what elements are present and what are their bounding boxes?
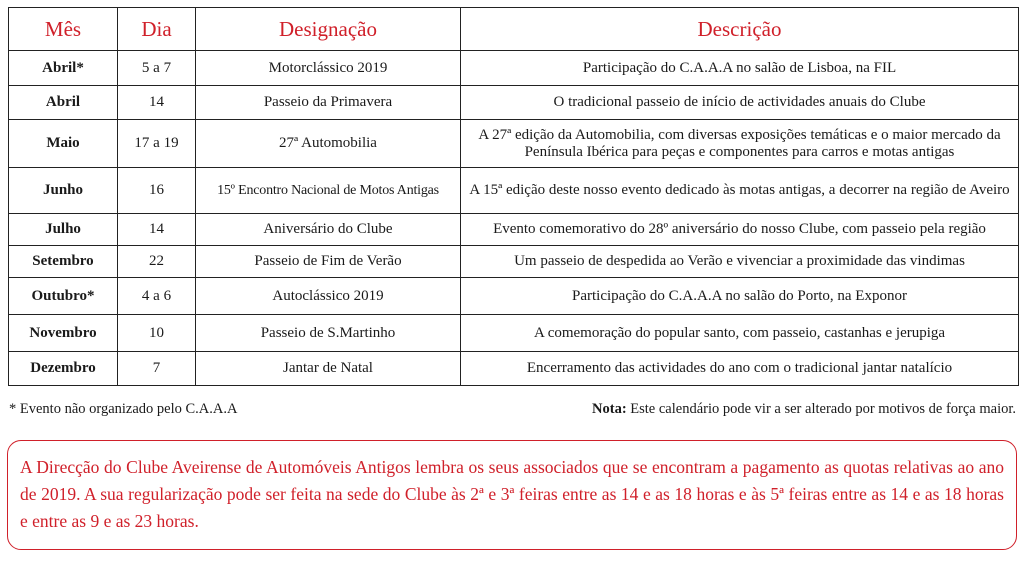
table-row xyxy=(9,51,1019,86)
header-dia: Dia xyxy=(118,8,196,51)
table-header-row xyxy=(9,8,1019,51)
row-designacao: 27ª Automobilia xyxy=(196,120,461,168)
asterisk-mark: * xyxy=(87,287,95,304)
header-descricao: Descrição xyxy=(461,8,1019,51)
row-mes: Setembro xyxy=(9,246,118,278)
table-row xyxy=(9,278,1019,315)
table-row xyxy=(9,86,1019,120)
row-designacao: Jantar de Natal xyxy=(196,352,461,386)
events-calendar-table xyxy=(8,7,1019,386)
row-dia: 17 a 19 xyxy=(118,120,196,168)
row-mes: Outubro* xyxy=(9,278,118,315)
footnote-not-organized: * Evento não organizado pelo C.A.A.A xyxy=(9,401,238,417)
note-text: Este calendário pode vir a ser alterado por motivos de força maior. xyxy=(626,401,1016,417)
asterisk-mark: * xyxy=(76,59,84,76)
header-mes: Mês xyxy=(9,8,118,51)
row-designacao: Passeio de S.Martinho xyxy=(196,315,461,352)
row-designacao: Autoclássico 2019 xyxy=(196,278,461,315)
table-row xyxy=(9,246,1019,278)
row-mes: Dezembro xyxy=(9,352,118,386)
table-row xyxy=(9,352,1019,386)
table-row xyxy=(9,315,1019,352)
row-dia: 22 xyxy=(118,246,196,278)
calendar-note xyxy=(592,401,1016,418)
row-dia: 14 xyxy=(118,86,196,120)
table-row xyxy=(9,120,1019,168)
row-dia: 14 xyxy=(118,214,196,246)
row-descricao: Evento comemorativo do 28º aniversário do nosso Clube, com passeio pela região xyxy=(461,214,1019,246)
row-designacao: Motorclássico 2019 xyxy=(196,51,461,86)
row-descricao: Participação do C.A.A.A no salão do Porto, na Exponor xyxy=(461,278,1019,315)
row-mes: Maio xyxy=(9,120,118,168)
row-mes: Novembro xyxy=(9,315,118,352)
row-descricao: Um passeio de despedida ao Verão e vivenciar a proximidade das vindimas xyxy=(461,246,1019,278)
row-designacao: Passeio de Fim de Verão xyxy=(196,246,461,278)
row-dia: 10 xyxy=(118,315,196,352)
row-mes: Abril xyxy=(9,86,118,120)
row-descricao: A 15ª edição deste nosso evento dedicado às motas antigas, a decorrer na região de Aveiro xyxy=(461,168,1019,214)
row-dia: 4 a 6 xyxy=(118,278,196,315)
table-row xyxy=(9,168,1019,214)
row-descricao: O tradicional passeio de início de actividades anuais do Clube xyxy=(461,86,1019,120)
row-descricao: A 27ª edição da Automobilia, com diversas exposições temáticas e o maior mercado da Península Ibérica para peças e componentes para carros e motas antigas xyxy=(461,120,1019,168)
row-designacao: Aniversário do Clube xyxy=(196,214,461,246)
row-descricao: Participação do C.A.A.A no salão de Lisboa, na FIL xyxy=(461,51,1019,86)
table-row xyxy=(9,214,1019,246)
row-designacao: 15º Encontro Nacional de Motos Antigas xyxy=(196,168,461,214)
row-descricao: Encerramento das actividades do ano com o tradicional jantar natalício xyxy=(461,352,1019,386)
row-designacao: Passeio da Primavera xyxy=(196,86,461,120)
row-mes: Abril* xyxy=(9,51,118,86)
row-mes: Julho xyxy=(9,214,118,246)
membership-fees-notice: A Direcção do Clube Aveirense de Automóveis Antigos lembra os seus associados que se encontram a pagamento as quotas relativas ao ano de 2019. A sua regularização pode ser feita na sede do Clube às 2ª e 3ª feiras entre as 14 e as 18 horas e às 5ª feiras entre as 14 e as 18 horas e entre as 9 e as 23 horas. xyxy=(7,440,1017,550)
row-dia: 16 xyxy=(118,168,196,214)
row-mes: Junho xyxy=(9,168,118,214)
row-dia: 5 a 7 xyxy=(118,51,196,86)
row-dia: 7 xyxy=(118,352,196,386)
note-label: Nota: xyxy=(592,401,627,417)
row-descricao: A comemoração do popular santo, com passeio, castanhas e jerupiga xyxy=(461,315,1019,352)
header-designacao: Designação xyxy=(196,8,461,51)
